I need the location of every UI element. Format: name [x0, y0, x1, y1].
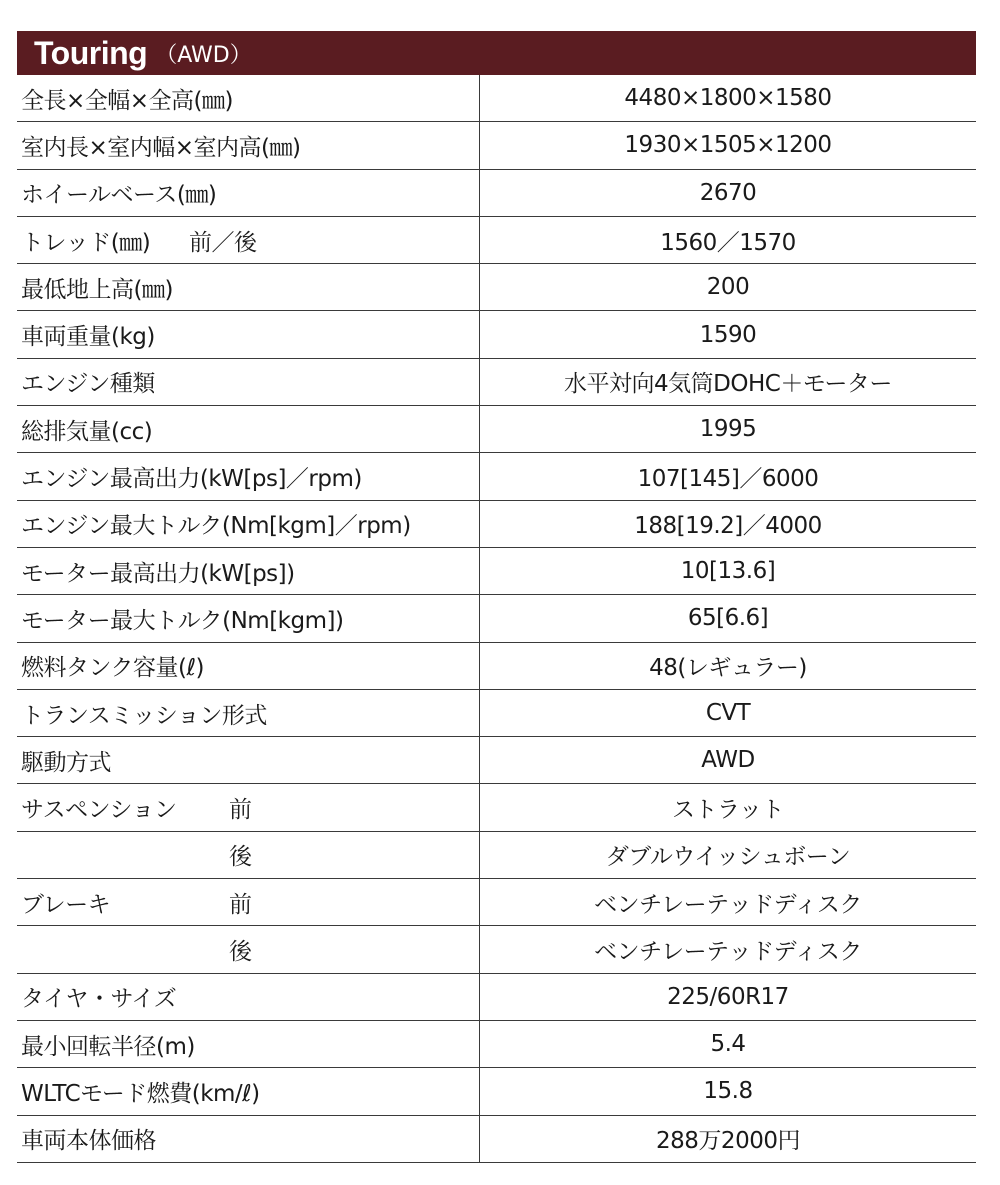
- row-sublabel: 後: [229, 938, 252, 965]
- row-sublabel: 前: [229, 891, 252, 918]
- row-value: ダブルウイッシュボーン: [480, 831, 977, 878]
- table-row: [17, 1020, 976, 1067]
- table-row: [17, 879, 976, 926]
- table-row: [17, 831, 976, 878]
- row-label: モーター最大トルク(Nm[kgm]): [17, 595, 480, 642]
- spec-table-panel: [17, 31, 976, 1163]
- row-label: 最小回転半径(m): [17, 1020, 480, 1067]
- table-row: [17, 216, 976, 263]
- table-row: [17, 406, 976, 453]
- table-row: [17, 122, 976, 169]
- row-sublabel: 前: [229, 797, 252, 824]
- spec-header: [17, 31, 976, 75]
- row-label: ホイールベース(㎜): [17, 169, 480, 216]
- row-label: モーター最高出力(kW[ps]): [17, 547, 480, 594]
- row-label-cell: [17, 879, 480, 926]
- table-row: [17, 689, 976, 736]
- row-label: エンジン最大トルク(Nm[kgm]／rpm): [17, 500, 480, 547]
- row-label-cell: [17, 216, 480, 263]
- row-sublabel: 前／後: [189, 229, 257, 256]
- row-label-cell: [17, 831, 480, 878]
- row-label: タイヤ・サイズ: [17, 973, 480, 1020]
- row-value: ストラット: [480, 784, 977, 831]
- row-label: WLTCモード燃費(km/ℓ): [17, 1068, 480, 1115]
- header-subtitle: （AWD）: [155, 42, 252, 68]
- row-value: ベンチレーテッドディスク: [480, 926, 977, 973]
- table-row: [17, 973, 976, 1020]
- table-row: [17, 547, 976, 594]
- row-label: トランスミッション形式: [17, 689, 480, 736]
- table-row: [17, 75, 976, 122]
- row-value: 1560／1570: [480, 216, 977, 263]
- table-row: [17, 169, 976, 216]
- row-value: 1930×1505×1200: [480, 122, 977, 169]
- table-row: [17, 264, 976, 311]
- table-row: [17, 453, 976, 500]
- row-label: ブレーキ: [21, 891, 111, 918]
- row-label-cell: [17, 926, 480, 973]
- row-value: 10[13.6]: [480, 547, 977, 594]
- row-value: 225/60R17: [480, 973, 977, 1020]
- row-label: エンジン種類: [17, 358, 480, 405]
- row-value: 107[145]／6000: [480, 453, 977, 500]
- row-value: 水平対向4気筒DOHC＋モーター: [480, 358, 977, 405]
- row-value: AWD: [480, 737, 977, 784]
- row-value: 200: [480, 264, 977, 311]
- row-label: 燃料タンク容量(ℓ): [17, 642, 480, 689]
- row-label: 駆動方式: [17, 737, 480, 784]
- row-value: 2670: [480, 169, 977, 216]
- row-sublabel: 後: [229, 844, 252, 871]
- table-row: [17, 1068, 976, 1115]
- row-label: 車両本体価格: [17, 1115, 480, 1162]
- table-row: [17, 311, 976, 358]
- table-row: [17, 784, 976, 831]
- row-label: 車両重量(kg): [17, 311, 480, 358]
- row-value: 48(レギュラー): [480, 642, 977, 689]
- row-value: 15.8: [480, 1068, 977, 1115]
- table-row: [17, 595, 976, 642]
- spec-table: [17, 75, 976, 1163]
- table-row: [17, 642, 976, 689]
- row-label: 全長×全幅×全高(㎜): [17, 75, 480, 122]
- row-value: 288万2000円: [480, 1115, 977, 1162]
- row-label: 最低地上高(㎜): [17, 264, 480, 311]
- row-value: 1995: [480, 406, 977, 453]
- row-label-cell: [17, 784, 480, 831]
- row-label: 室内長×室内幅×室内高(㎜): [17, 122, 480, 169]
- table-row: [17, 926, 976, 973]
- row-label: 総排気量(cc): [17, 406, 480, 453]
- row-label: エンジン最高出力(kW[ps]／rpm): [17, 453, 480, 500]
- table-row: [17, 737, 976, 784]
- row-value: ベンチレーテッドディスク: [480, 879, 977, 926]
- table-row: [17, 358, 976, 405]
- header-title: Touring: [34, 34, 148, 71]
- row-value: 1590: [480, 311, 977, 358]
- table-row: [17, 500, 976, 547]
- row-value: 65[6.6]: [480, 595, 977, 642]
- row-value: 5.4: [480, 1020, 977, 1067]
- row-label: サスペンション: [21, 797, 177, 824]
- row-label: トレッド(㎜): [21, 229, 151, 256]
- row-value: CVT: [480, 689, 977, 736]
- row-value: 4480×1800×1580: [480, 75, 977, 122]
- row-value: 188[19.2]／4000: [480, 500, 977, 547]
- table-row: [17, 1115, 976, 1162]
